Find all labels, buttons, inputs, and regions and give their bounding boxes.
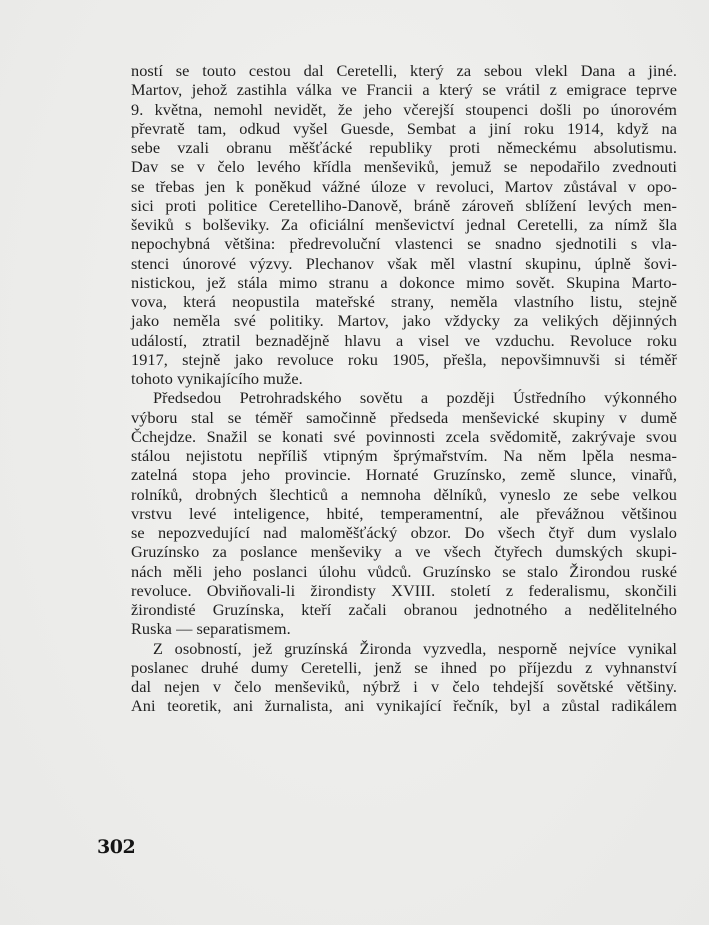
text-line: 9. května, nemohl nevidět, že jeho včerejší stoupenci došli po únorovém <box>131 99 677 119</box>
text-line: vrstvu levé inteligence, hbité, temperamentní, ale převážnou většinou <box>131 503 677 523</box>
text-line: Čchejdze. Snažil se konati své povinnosti zcela svědomitě, zakrývaje svou <box>131 426 677 446</box>
text-line: se nepozvedující nad maloměšťácký obzor. Do všech čtyř dum vyslalo <box>131 523 677 542</box>
text-line: poslanec druhé dumy Ceretelli, jenž se ihned po příjezdu z vyhnanství <box>131 657 677 677</box>
text-line: nistickou, jež stála mimo stranu a dokonce mimo sovět. Skupina Marto- <box>131 272 677 292</box>
paragraph-start-line: Z osobností, jež gruzínská Žironda vyzvedla, nesporně nejvíce vynikal <box>153 638 677 658</box>
text-line: rolníků, drobných šlechticů a nemnoha dělníků, vyneslo ze sebe velkou <box>131 484 677 504</box>
text-line: převratě tam, odkud vyšel Guesde, Sembat a jiní roku 1914, když na <box>131 118 677 138</box>
text-line: Gruzínsko za poslance menševiky a ve všech čtyřech dumských skupi- <box>131 542 677 562</box>
text-line: sici proti politice Ceretelliho-Danově, bráně zároveň sblížení levých men- <box>131 195 677 215</box>
text-line: ševiků s bolševiky. Za oficiální menševictví jednal Ceretelli, za nímž šla <box>131 215 677 234</box>
text-line: ností se touto cestou dal Ceretelli, který za sebou vlekl Dana a jiné. <box>131 61 677 80</box>
text-line: 1917, stejně jako revoluce roku 1905, přešla, nepovšimnuvši si téměř <box>131 349 677 369</box>
text-line: jako neměla své politiky. Martov, jako vždycky za velikých dějinných <box>131 311 677 331</box>
text-line: nách měli jeho poslanci úlohu vůdců. Gruzínsko se stalo Žirondou ruské <box>131 561 677 581</box>
text-line: výboru stal se téměř samočinně předseda menševické skupiny v dumě <box>131 407 677 427</box>
text-line: žirondisté Gruzínska, kteří začali obranou jednotného a nedělitelného <box>131 600 677 619</box>
text-line: Dav se v čelo levého křídla menševiků, jemuž se nepodařilo zvednouti <box>131 157 677 177</box>
paragraph-start-line: Předsedou Petrohradského sovětu a později Ústředního výkonného <box>153 388 677 408</box>
body-text <box>131 61 677 716</box>
text-line: stenci únorové výzvy. Plechanov však měl vlastní skupinu, úplně šovi- <box>131 253 677 273</box>
page-number: 302 <box>97 836 136 858</box>
text-line: tohoto vynikajícího muže. <box>131 369 303 388</box>
text-line: událostí, ztratil beznadějně hlavu a visel ve vzduchu. Revoluce roku <box>131 330 677 350</box>
text-line: vova, která neopustila mateřské strany, neměla vlastního listu, stejně <box>131 292 677 311</box>
text-line: zatelná stopa jeho provincie. Hornaté Gruzínsko, země slunce, vinařů, <box>131 465 677 485</box>
text-line: Martov, jehož zastihla válka ve Francii a který se vrátil z emigrace teprve <box>131 80 677 100</box>
text-line: se třebas jen k poněkud vážné úloze v revoluci, Martov zůstával v opo- <box>131 176 677 196</box>
text-line: Ruska — separatismem. <box>131 619 291 639</box>
text-line: dal nejen v čelo menševiků, nýbrž i v čelo tehdejší sovětské většiny. <box>131 677 677 696</box>
text-line: sebe vzali obranu měšťácké republiky proti německému absolutismu. <box>131 138 677 157</box>
text-line: nepochybná většina: předrevoluční vlastenci se snadno sjednotili s vla- <box>131 234 677 254</box>
text-line: stálou nejistotu nepříliš vtipným šprýmařstvím. Na něm lpěla nesma- <box>131 446 677 465</box>
text-line: Ani teoretik, ani žurnalista, ani vynikající řečník, byl a zůstal radikálem <box>131 696 677 716</box>
text-line: revoluce. Obviňovali-li žirondisty XVIII. století z federalismu, skončili <box>131 580 677 600</box>
